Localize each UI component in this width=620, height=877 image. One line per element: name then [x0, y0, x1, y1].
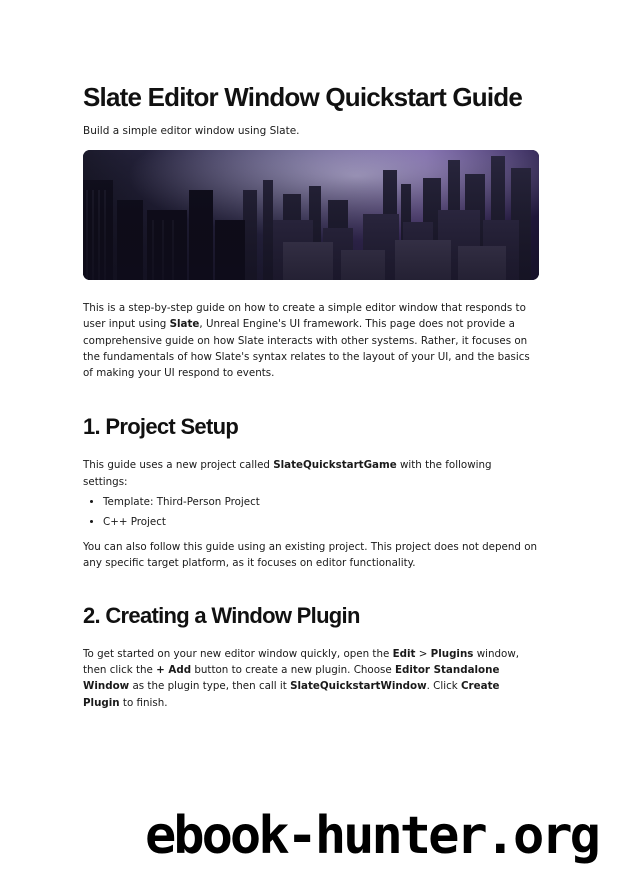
section2-paragraph: To get started on your new editor window quickly, open the Edit > Plugins window, then click the + Add button to create a new plugin. Choose Editor Standalone Window as the plugin type, then call it SlateQuickstartWindow. Click Create Plugin to finish.: [83, 647, 520, 709]
city-skyline-illustration: [83, 150, 539, 280]
document-page: [83, 80, 539, 711]
list-item: • C++ Project: [103, 512, 539, 532]
page-title: Slate Editor Window Quickstart Guide: [83, 82, 523, 112]
settings-list: [83, 492, 539, 532]
section-heading-project-setup: 1. Project Setup: [83, 414, 239, 440]
page-subtitle: Build a simple editor window using Slate.: [83, 125, 300, 137]
intro-paragraph: This is a step-by-step guide on how to create a simple editor window that responds to user input using Slate, Unreal Engine's UI framework. This page does not provide a comprehensive guide on how Slate interacts with other systems. Rather, it focuses on the fundamentals of how Slate's syntax relates to the layout of your UI, and the basics of making your UI respond to events.: [83, 302, 530, 380]
hero-image: [83, 150, 539, 280]
section1-paragraph: You can also follow this guide using an existing project. This project does not depend on any specific target platform, as it focuses on editor functionality.: [83, 541, 538, 570]
section1-lead: This guide uses a new project called SlateQuickstartGame with the following settings:: [83, 459, 492, 488]
watermark: ebook-hunter.org: [145, 806, 598, 866]
section-heading-window-plugin: 2. Creating a Window Plugin: [83, 602, 360, 628]
list-item: • Template: Third-Person Project: [103, 492, 539, 512]
